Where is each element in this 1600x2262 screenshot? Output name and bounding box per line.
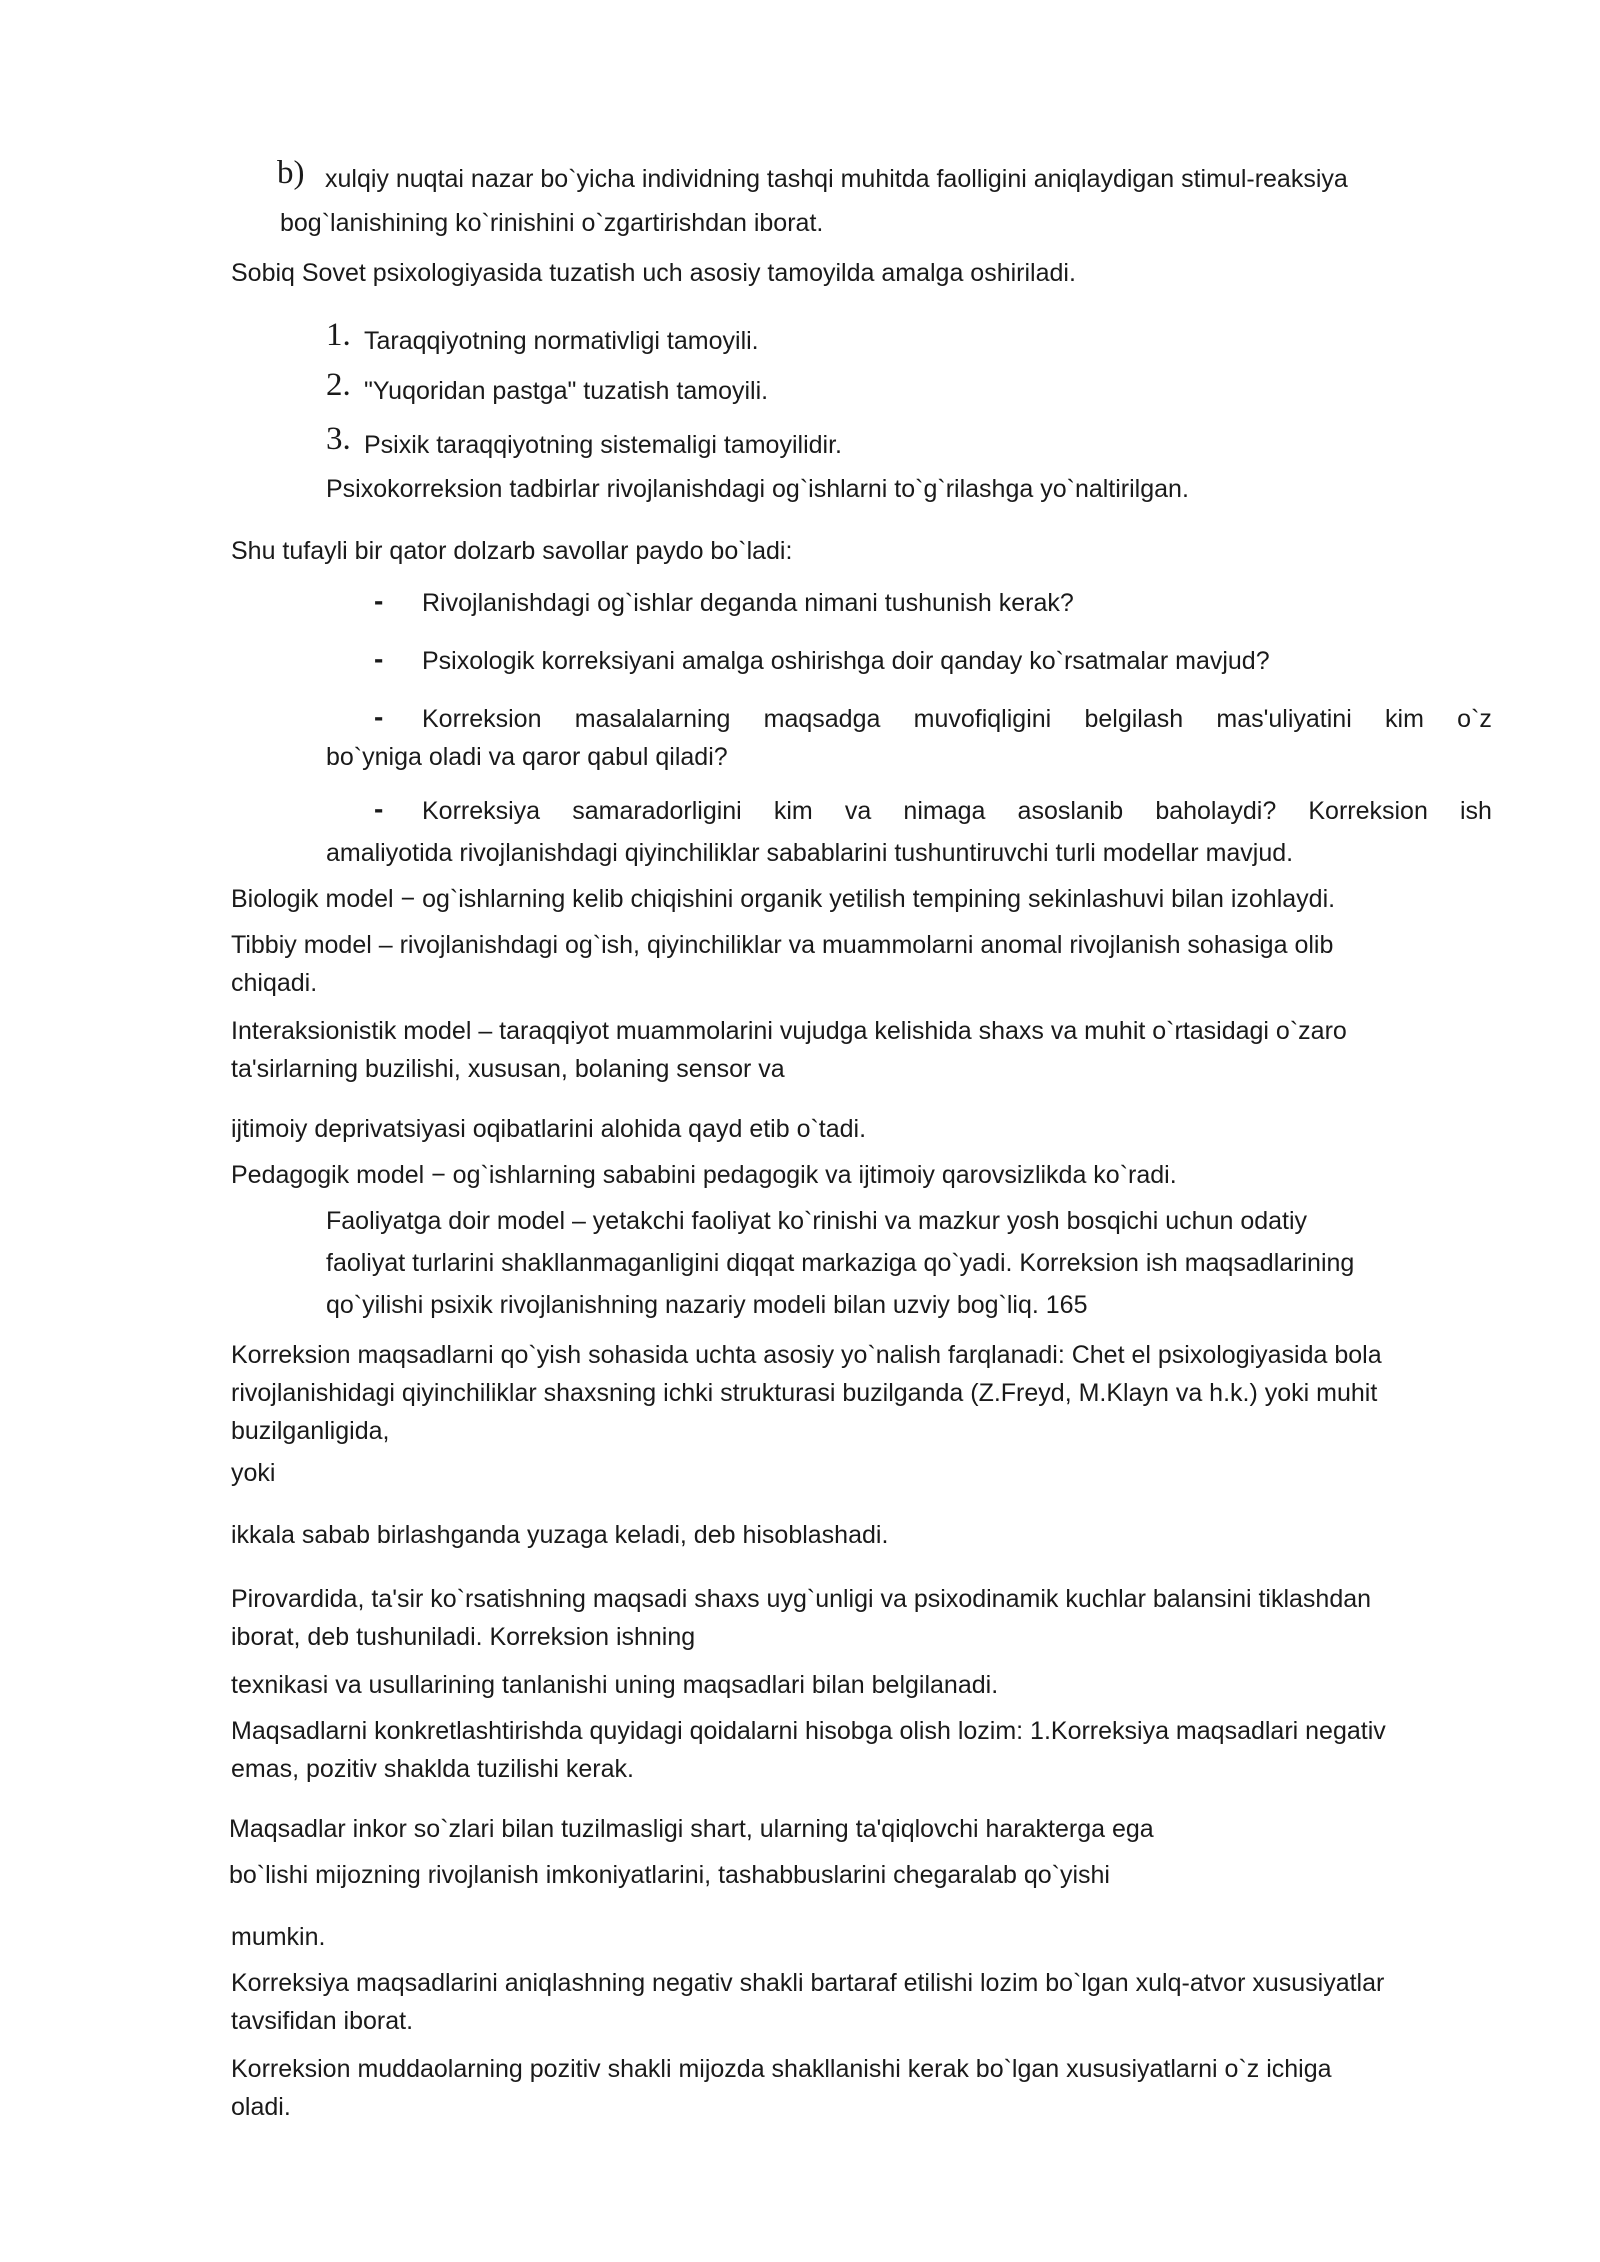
question-3-line-2: bo`yniga oladi va qaror qabul qiladi? [326,743,728,771]
item-b-line-2: bog`lanishining ko`rinishini o`zgartirishdan iborat. [280,209,824,237]
question-3-dash: - [374,701,384,732]
paragraph-shu-tufayli: Shu tufayli bir qator dolzarb savollar paydo bo`ladi: [231,537,793,565]
model-biologik: Biologik model − og`ishlarning kelib chiqishini organik yetilish tempining sekinlashuvi bilan izohlaydi. [231,885,1336,913]
question-2-dash: - [374,643,384,674]
question-3-word: o`z [1457,705,1492,733]
paragraph-korreksion-line-1: Korreksion maqsadlarni qo`yish sohasida uchta asosiy yo`nalish farqlanadi: Chet el psixologiyasida bola [231,1341,1382,1369]
principle-3-text: Psixik taraqqiyotning sistemaligi tamoyilidir. [364,431,842,459]
question-4-word: asoslanib [1017,797,1124,825]
model-faoliyat-line-3: qo`yilishi psixik rivojlanishning nazariy modeli bilan uzviy bog`liq. 165 [326,1291,1088,1319]
model-tibbiy-line-2: chiqadi. [231,969,318,997]
paragraph-pozitiv-line-1: Korreksion muddaolarning pozitiv shakli mijozda shakllanishi kerak bo`lgan xususiyatlarni o`z ichiga [231,2055,1332,2083]
model-pedagogik: Pedagogik model − og`ishlarning sababini pedagogik va ijtimoiy qarovsizlikda ko`radi. [231,1161,1177,1189]
principle-1-marker: 1. [326,317,351,353]
question-4-word: kim [773,797,813,825]
principle-2-marker: 2. [326,367,351,403]
paragraph-mumkin: mumkin. [231,1923,326,1951]
model-tibbiy-line-1: Tibbiy model – rivojlanishdagi og`ish, qiyinchiliklar va muammolarni anomal rivojlanish sohasiga olib [231,931,1334,959]
model-faoliyat-line-2: faoliyat turlarini shakllanmaganligini diqqat markaziga qo`yadi. Korreksion ish maqsadlarining [326,1249,1355,1277]
item-b-line-1: xulqiy nuqtai nazar bo`yicha individning tashqi muhitda faolligini aniqlaydigan stimul-reaksiya [325,165,1348,193]
item-b-marker: b) [277,155,305,191]
question-3-line-1 [422,700,1492,738]
paragraph-yoki: yoki [231,1459,276,1487]
question-3-word: kim [1385,705,1424,733]
paragraph-texnikasi: texnikasi va usullarining tanlanishi uning maqsadlari bilan belgilanadi. [231,1671,999,1699]
question-4-word: ish [1460,797,1492,825]
model-faoliyat-line-1: Faoliyatga doir model – yetakchi faoliyat ko`rinishi va mazkur yosh bosqichi uchun odatiy [326,1207,1308,1235]
question-4-dash: - [374,793,384,824]
paragraph-psixokorreksion: Psixokorreksion tadbirlar rivojlanishdagi og`ishlarni to`g`rilashga yo`naltirilgan. [326,475,1189,503]
question-1-dash: - [374,585,384,616]
question-3-word: masalalarning [574,705,731,733]
question-3-word: Korreksion [422,705,542,733]
question-4-word: Korreksion [1308,797,1428,825]
question-4-word: Korreksiya [422,797,541,825]
question-3-word: mas'uliyatini [1216,705,1352,733]
paragraph-korreksion-line-2: rivojlanishidagi qiyinchiliklar shaxsning ichki strukturasi buzilganda (Z.Freyd, M.Klayn va h.k.) yoki muhit [231,1379,1378,1407]
question-3-word: maqsadga [763,705,881,733]
paragraph-korreksion-line-3: buzilganligida, [231,1417,390,1445]
question-4-line-2: amaliyotida rivojlanishdagi qiyinchiliklar sabablarini tushuntiruvchi turli modellar mavjud. [326,839,1294,867]
paragraph-ikkala: ikkala sabab birlashganda yuzaga keladi, deb hisoblashadi. [231,1521,889,1549]
principle-3-marker: 3. [326,421,351,457]
model-interaksionistik-line-2: ta'sirlarning buzilishi, xususan, bolaning sensor va [231,1055,785,1083]
question-4-word: samaradorligini [572,797,742,825]
question-4-word: nimaga [903,797,986,825]
model-interaksionistik-line-1: Interaksionistik model – taraqqiyot muammolarini vujudga kelishida shaxs va muhit o`rtasidagi o`zaro [231,1017,1347,1045]
paragraph-inkor-line-1: Maqsadlar inkor so`zlari bilan tuzilmasligi shart, ularning ta'qiqlovchi harakterga ega [229,1815,1154,1843]
question-2: Psixologik korreksiyani amalga oshirishga doir qanday ko`rsatmalar mavjud? [422,647,1270,675]
question-3-word: belgilash [1084,705,1184,733]
question-4-line-1 [422,792,1492,830]
question-4-word: baholaydi? [1155,797,1277,825]
paragraph-maqsadlarni-line-2: emas, pozitiv shaklda tuzilishi kerak. [231,1755,634,1783]
model-interaksionistik-line-3: ijtimoiy deprivatsiyasi oqibatlarini alohida qayd etib o`tadi. [231,1115,867,1143]
paragraph-pirovardida-line-1: Pirovardida, ta'sir ko`rsatishning maqsadi shaxs uyg`unligi va psixodinamik kuchlar balansini tiklashdan [231,1585,1372,1613]
question-4-word: va [844,797,872,825]
question-3-word: muvofiqligini [913,705,1052,733]
paragraph-inkor-line-2: bo`lishi mijozning rivojlanish imkoniyatlarini, tashabbuslarini chegaralab qo`yishi [229,1861,1110,1889]
paragraph-negativ-line-2: tavsifidan iborat. [231,2007,414,2035]
paragraph-pozitiv-line-2: oladi. [231,2093,291,2121]
paragraph-negativ-line-1: Korreksiya maqsadlarini aniqlashning negativ shakli bartaraf etilishi lozim bo`lgan xulq-atvor xususiyatlar [231,1969,1385,1997]
principle-1-text: Taraqqiyotning normativligi tamoyili. [364,327,759,355]
paragraph-pirovardida-line-2: iborat, deb tushuniladi. Korreksion ishning [231,1623,696,1651]
question-1: Rivojlanishdagi og`ishlar deganda nimani tushunish kerak? [422,589,1074,617]
paragraph-maqsadlarni-line-1: Maqsadlarni konkretlashtirishda quyidagi qoidalarni hisobga olish lozim: 1.Korreksiya maqsadlari negativ [231,1717,1386,1745]
paragraph-sobiq: Sobiq Sovet psixologiyasida tuzatish uch asosiy tamoyilda amalga oshiriladi. [231,259,1076,287]
principle-2-text: "Yuqoridan pastga" tuzatish tamoyili. [364,377,769,405]
